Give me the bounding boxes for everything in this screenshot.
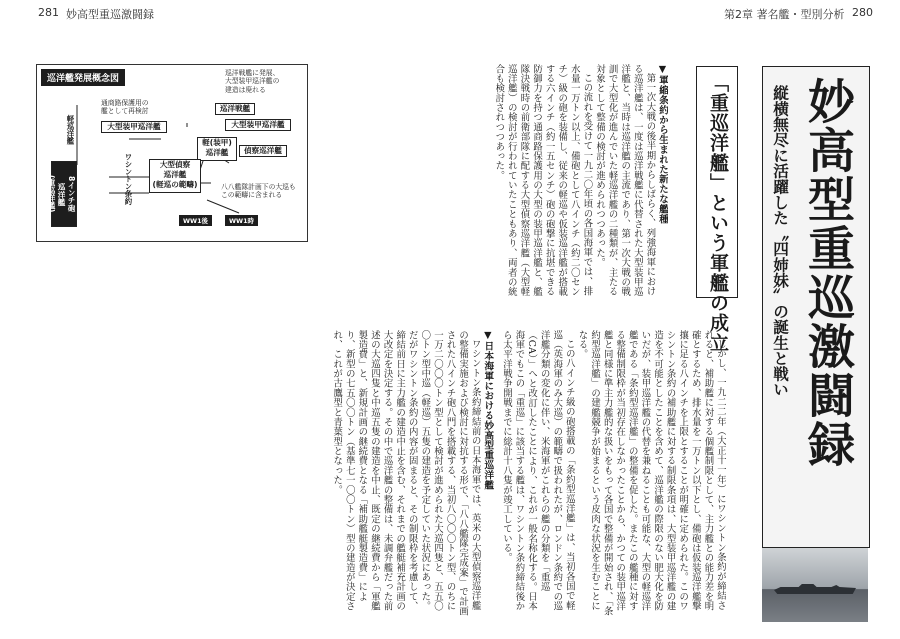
right-running-title: 第2章 著名艦・型別分析: [724, 8, 845, 21]
diagram-scout-cruiser: 偵察巡洋艦: [239, 145, 287, 157]
paragraph-5: ワシントン条約締結前の日本海軍では、英米の大型偵察巡洋艦の整備実施および検討に対抗する形で、「八八艦隊完成案」で計画された八インチ砲八門を搭載する、当初八〇〇〇トン型、のちに一万二〇〇〇トン型として検討が進められた大巡四隻と、五五〇〇トン型中巡（軽巡）五隻の建造を予定していた状況にあった。だがワシントン条約の内容が固まると、その制限枠を考慮して、締結前日に主力艦の建造中止を含む、それまでの艦艇補充計画の大改定を決定する。その中で巡洋艦の整備は、未調弁艦だった前述の大巡四隻と中巡五隻の建造を中止、既定の継続費から「軍艦製造費」と、新規計画の継続費となる「補助艦艇製造費」により、新型の七五〇〇トン（基準七一〇〇トン）型の建造が決定され、これが古鷹型と青葉型となった。: [331, 330, 481, 617]
paragraph-4: この八インチ級の砲搭載の「条約型巡洋艦」は、当初各国で軽巡（英海軍のみ大巡）の範疇で扱われたが、ロンドン条約での巡洋艦分類の変化に伴い、米海軍がこれらの艦の分類を「重巡（CA）」へと改訂したことにより、これが一般名称化する。日本海軍でもこの「重巡」に該当する艦は、ワシントン条約締結後から太平洋戦争開戦までに総計十八隻が竣工している。: [500, 330, 575, 612]
right-page-number: 280: [852, 6, 873, 19]
subhead-treaty: ▼軍縮条約から生まれた新たな艦種: [657, 64, 668, 224]
diagram-tag-ww1-time: WW1時: [225, 215, 258, 226]
warship-photo: [762, 548, 868, 622]
paragraph-2: この流れを受けて一九二〇年頃の各国海軍では、排水量一万トン以上、備砲として八インチ（約二〇センチ）級の砲を装備し、従来の軽巡や仮装巡洋艦が搭載する六インチ（約一五センチ）砲の砲撃に抗堪できる防御力を持つ通商路保護用の大型の装甲巡洋艦と、艦隊決戦時の前衛部隊に配する大型偵察巡洋艦（大型軽巡洋艦）の検討が行われていたこともあり、両者の統合も検討されつつあった。: [493, 64, 593, 297]
diagram-large-armored-cruiser-left: 大型装甲巡洋艦: [101, 121, 167, 133]
main-title: 妙高型重巡激闘録: [800, 77, 855, 469]
diagram-title: 巡洋艦発展概念図: [41, 69, 125, 86]
subhead-ijn: ▼日本海軍における妙高型重巡洋艦: [482, 330, 494, 490]
warship-silhouette: [774, 584, 856, 594]
cruiser-development-diagram: [36, 64, 308, 242]
left-page-number: 281: [38, 6, 59, 19]
arrow-line: [207, 200, 239, 213]
subtitle: 縦横無尽に活躍した〝四姉妹〟の誕生と戦い: [771, 85, 790, 397]
section-title: 「重巡洋艦」という軍艦の成立: [707, 73, 729, 353]
diagram-note-2: 通商路保護用の 艦として再検討: [101, 99, 149, 116]
diagram-note-3: 八八艦隊計画下の大巡も この範疇に含まれる: [221, 183, 296, 200]
left-running-title: 妙高型重巡激闘録: [66, 8, 154, 21]
diagram-light-cruiser: 軽巡洋艦: [66, 115, 75, 145]
diagram-large-armored-cruiser: 大型装甲巡洋艦: [225, 119, 291, 131]
diagram-eight-inch: 8インチ砲 巡洋艦 (重巡洋艦): [51, 161, 77, 227]
diagram-battlecruiser: 巡洋戦艦: [215, 103, 255, 115]
paragraph-3: しかし、一九二二年（大正十一年）にワシントン条約が締結されると、補助艦に対する個艦制限として、主力艦との能力差を明確とするため、排水量を一万トン以下とし、備砲は仮装巡洋艦撃攘に足る八インチを上限とすることが明確に定められた。このワシントン条約の補助艦に対する制限条項は、大型装甲巡洋艦の建造を不可能としたことを含めて、巡洋艦の際限のない肥大化を防いだが、装甲巡洋艦の代替を兼ねることも可能な、大型の軽巡洋艦である「条約型巡洋艦」の整備を促した。またこの艦種に対する整備制限枠が当初存在しなかったことから、かつての装甲巡洋艦と同様に準主力艦的な扱いをもって各国で整備が開始され、「条約型巡洋艦」の建艦競争が始まるという皮肉な状況を生むことになる。: [576, 330, 726, 617]
diagram-note-1: 巡洋戦艦に発展、 大型装甲巡洋艦の 建造は廃れる: [225, 69, 280, 94]
section-heading-box: [696, 66, 738, 353]
diagram-large-scout: 大型偵察 巡洋艦 (軽巡の範疇): [149, 159, 201, 193]
diagram-light-armored: 軽(装甲) 巡洋艦: [197, 137, 237, 161]
body-upper-right: [318, 64, 668, 304]
body-lower: [32, 330, 726, 620]
title-panel: [762, 66, 870, 548]
paragraph-1: 第一次大戦の後半期からしばらく、列強海軍における巡洋艦は、一度は巡洋戦艦に代替された大型装甲巡洋艦と、当時は巡洋艦の主流であり、第一次大戦の戦訓で大型化が進んでいた軽巡洋艦の二種類が、主たる対象として整備の検討が進められつつあった。: [594, 64, 656, 297]
diagram-tag-ww1-after: WW1後: [179, 215, 212, 226]
diagram-treaty: ワシントン条約: [124, 153, 133, 205]
